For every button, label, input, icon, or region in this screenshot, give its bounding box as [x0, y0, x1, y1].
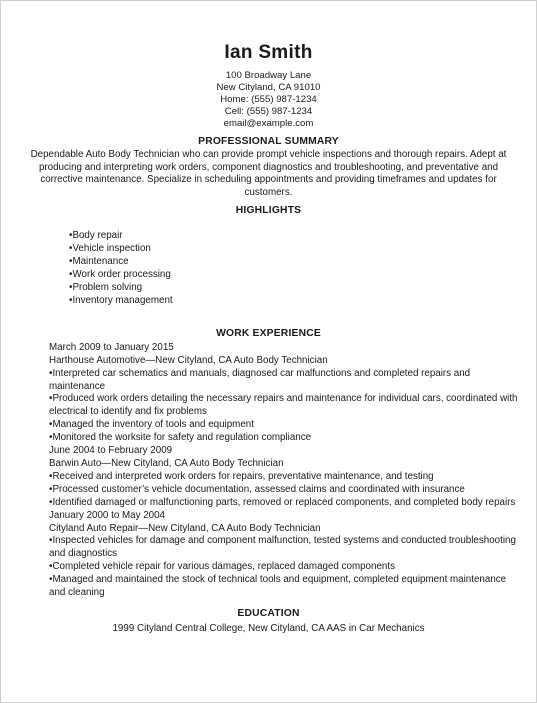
list-item: • Problem solving: [69, 282, 524, 295]
cell-phone: Cell: (555) 987-1234: [224, 106, 313, 117]
candidate-name: Ian Smith: [224, 42, 313, 63]
job-dates: March 2009 to January 2015: [49, 341, 174, 353]
highlights-heading: HIGHLIGHTS: [235, 205, 302, 217]
job-bullet: • Inspected vehicles for damage and component malfunction, tested systems and conducted troubleshooting and diagnostics: [49, 535, 524, 561]
experience-list: [49, 342, 524, 600]
summary-text: Dependable Auto Body Technician who can provide prompt vehicle inspections and thorough repairs. Adept at producing and interpreting work orders, component diagnostics and troubleshooting, and preventative and corrective maintenance. Specialize in scheduling appointments and providing timeframes and updates for customers.: [30, 149, 507, 198]
job-employer: Cityland Auto Repair—New Cityland, CA Auto Body Technician: [49, 522, 321, 534]
job-employer: Harthouse Automotive—New Cityland, CA Auto Body Technician: [49, 354, 328, 366]
job-bullet: • Identified damaged or malfunctioning parts, removed or replaced components, and completed body repairs: [49, 497, 524, 510]
list-item: • Inventory management: [69, 295, 524, 308]
list-item: • Body repair: [69, 230, 524, 243]
contact-block: [13, 70, 524, 130]
job-bullet: • Completed vehicle repair for various damages, replaced damaged components: [49, 561, 524, 574]
experience-heading: WORK EXPERIENCE: [216, 327, 321, 339]
job-bullet: • Processed customer’s vehicle documentation, assessed claims and coordinated with insurance: [49, 484, 524, 497]
education-entry: 1999 Cityland Central College, New Cityland, CA AAS in Car Mechanics: [112, 622, 425, 634]
job-bullet: • Managed the inventory of tools and equipment: [49, 419, 524, 432]
email-address: email@example.com: [223, 118, 314, 129]
list-item: • Vehicle inspection: [69, 243, 524, 256]
job-dates: June 2004 to February 2009: [49, 445, 173, 457]
job-bullet: • Monitored the worksite for safety and regulation compliance: [49, 432, 524, 445]
job-employer: Barwin Auto—New Cityland, CA Auto Body Technician: [49, 457, 284, 469]
summary-heading: PROFESSIONAL SUMMARY: [198, 136, 339, 147]
job-bullet: • Produced work orders detailing the necessary repairs and maintenance for individual cars, coordinated with electrical to identify and fix problems: [49, 393, 524, 419]
job-dates: January 2000 to May 2004: [49, 509, 166, 521]
job-bullet: • Interpreted car schematics and manuals, diagnosed car malfunctions and completed repairs and maintenance: [49, 368, 524, 394]
list-item: • Work order processing: [69, 269, 524, 282]
list-item: • Maintenance: [69, 256, 524, 269]
address-line-2: New Cityland, CA 91010: [216, 82, 321, 93]
highlights-list: [69, 230, 524, 307]
education-heading: EDUCATION: [237, 607, 300, 619]
job-bullet: • Managed and maintained the stock of technical tools and equipment, completed equipment maintenance and cleaning: [49, 574, 524, 600]
home-phone: Home: (555) 987-1234: [220, 94, 317, 105]
address-line-1: 100 Broadway Lane: [225, 70, 312, 81]
job-bullet: • Received and interpreted work orders for repairs, preventative maintenance, and testing: [49, 471, 524, 484]
